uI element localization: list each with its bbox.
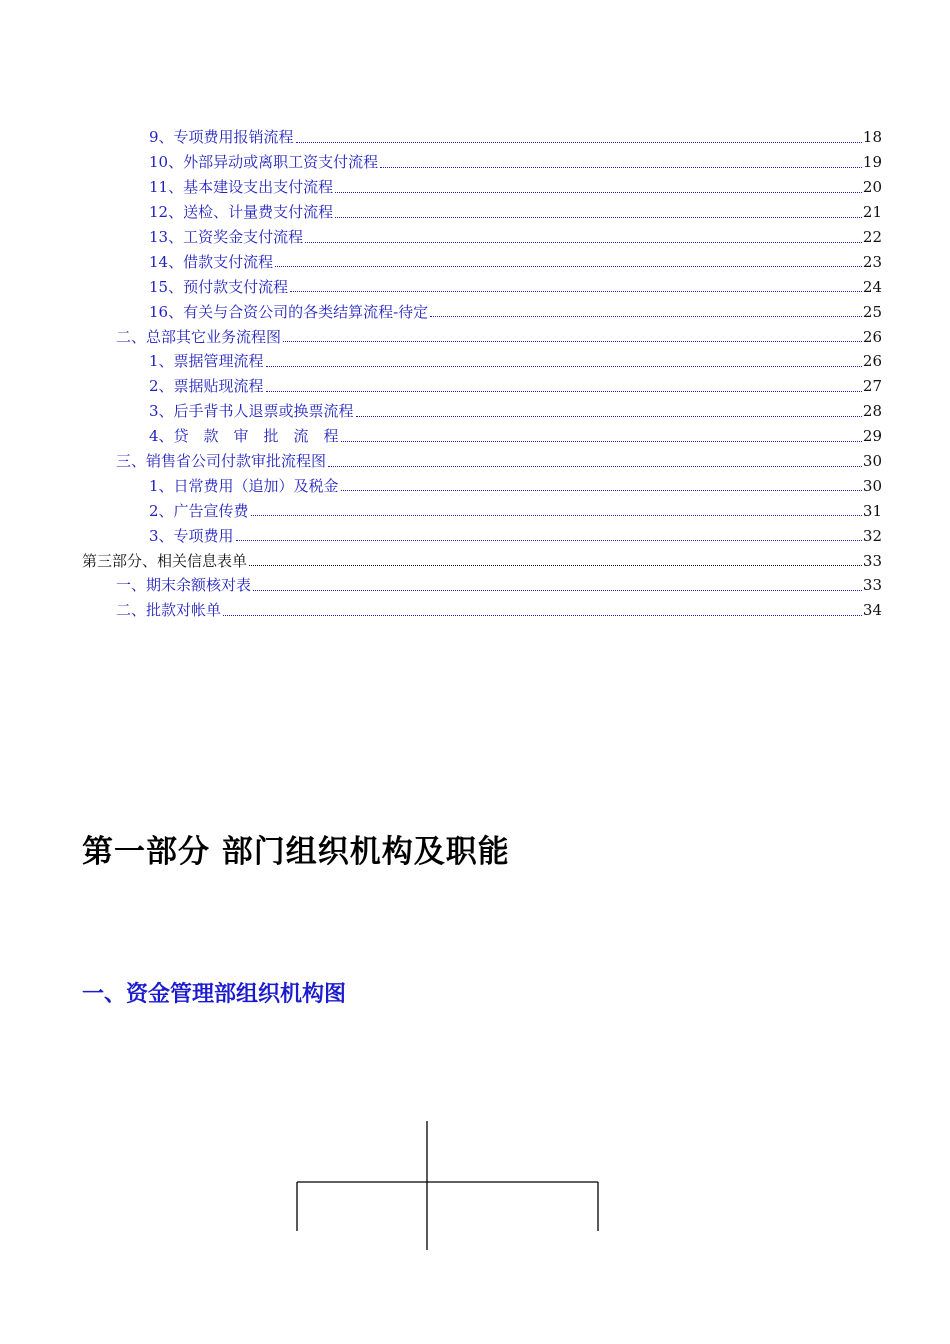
- toc-entry-page-number: 18: [862, 128, 882, 147]
- toc-entry-title[interactable]: 3、专项费用: [149, 526, 234, 545]
- toc-entry-page-number: 27: [862, 377, 882, 396]
- toc-entry-title[interactable]: 一、期末余额核对表: [116, 576, 252, 595]
- toc-entry-title[interactable]: 9、专项费用报销流程: [149, 128, 294, 147]
- toc-entry-page-number: 25: [862, 302, 882, 321]
- toc-entry-page-number: 26: [862, 352, 882, 371]
- toc-entry-title[interactable]: 第三部分、相关信息表单: [82, 551, 248, 570]
- toc-entry-page-number: 33: [862, 576, 882, 595]
- toc-entry-title[interactable]: 10、外部异动或离职工资支付流程: [149, 153, 379, 172]
- toc-entry-page-number: 21: [862, 203, 882, 222]
- toc-entry-title[interactable]: 二、总部其它业务流程图: [116, 327, 282, 346]
- toc-entry-title[interactable]: 3、后手背书人退票或换票流程: [149, 402, 354, 421]
- toc-entry-title[interactable]: 三、销售省公司付款审批流程图: [116, 452, 327, 471]
- toc-entry-page-number: 23: [862, 252, 882, 271]
- toc-entry-page-number: 22: [862, 228, 882, 246]
- toc-entry-page-number: 26: [862, 327, 882, 346]
- toc-entry-title[interactable]: 14、借款支付流程: [149, 252, 274, 271]
- toc-entry-page-number: 28: [862, 402, 882, 421]
- toc-entry-page-number: 34: [862, 601, 882, 620]
- toc-entry-title[interactable]: 1、票据管理流程: [149, 352, 264, 371]
- toc-entry-page-number: 20: [862, 178, 882, 197]
- toc-entry-page-number: 30: [862, 452, 882, 471]
- toc-entry-page-number: 19: [862, 153, 882, 172]
- toc-entry-title[interactable]: 15、预付款支付流程: [149, 277, 289, 296]
- toc-entry-page-number: 29: [862, 427, 882, 446]
- toc-entry-title[interactable]: 13、工资奖金支付流程: [149, 228, 304, 246]
- part-heading: 第一部分 部门组织机构及职能: [82, 834, 510, 870]
- toc-entry-page-number: 32: [862, 526, 882, 545]
- toc-entry-title[interactable]: 16、有关与合资公司的各类结算流程-待定: [149, 302, 429, 321]
- toc-entry-title[interactable]: 11、基本建设支出支付流程: [149, 178, 334, 197]
- toc-entry-title[interactable]: 1、日常费用（追加）及税金: [149, 476, 339, 495]
- toc-entry-title[interactable]: 4、贷 款 审 批 流 程: [149, 427, 339, 446]
- toc-entry-title[interactable]: 12、送检、计量费支付流程: [149, 203, 334, 222]
- toc-entry-page-number: 33: [862, 551, 882, 570]
- toc-entry-page-number: 24: [862, 277, 882, 296]
- toc-entry-title[interactable]: 2、票据贴现流程: [149, 377, 264, 396]
- section-heading: 一、资金管理部组织机构图: [82, 982, 347, 1007]
- toc-entry-title[interactable]: 二、批款对帐单: [116, 601, 222, 620]
- toc-entry-page-number: 31: [862, 501, 882, 520]
- toc-entry-page-number: 30: [862, 476, 882, 495]
- toc-entry-title[interactable]: 2、广告宣传费: [149, 501, 249, 520]
